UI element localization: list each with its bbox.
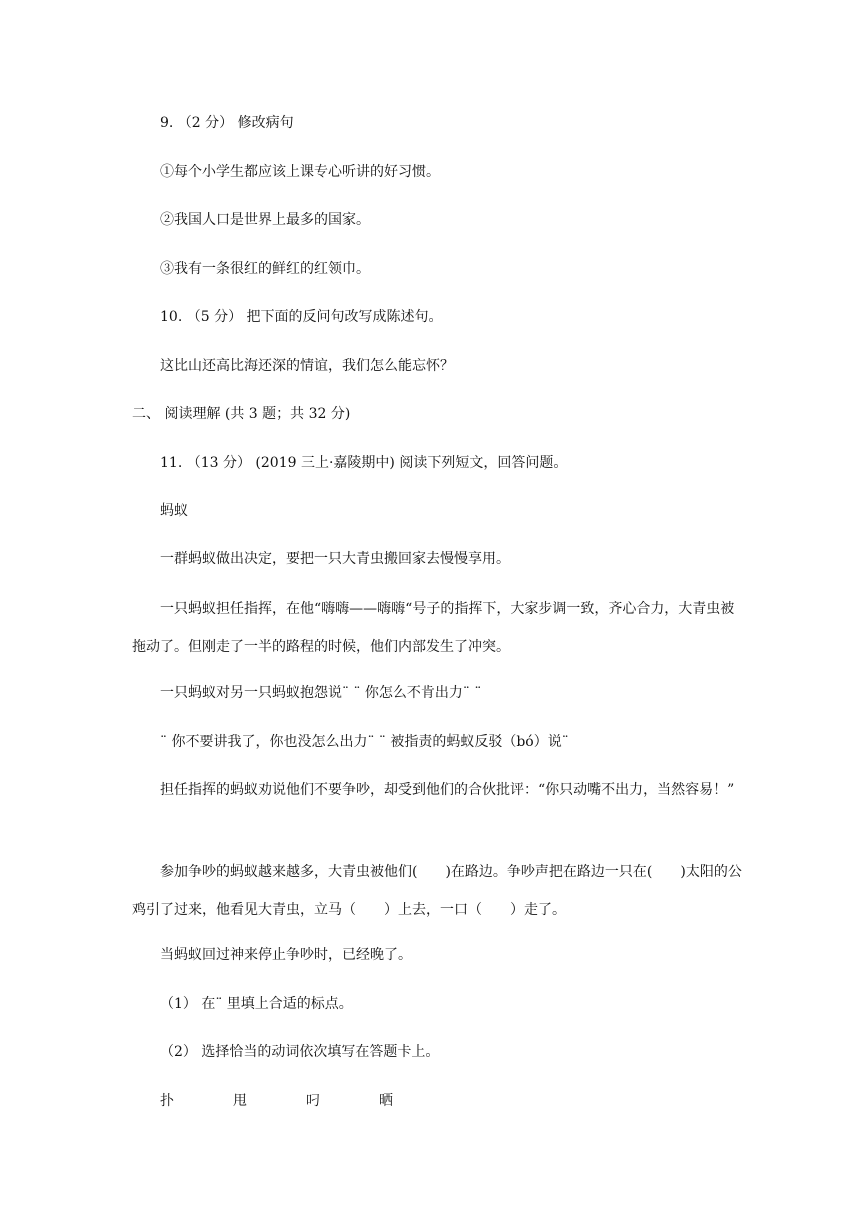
question-11-header: 11. （13 分） (2019 三上·嘉陵期中) 阅读下列短文，回答问题。 bbox=[160, 455, 568, 471]
passage-paragraph-7: 当蚂蚁回过神来停止争吵时，已经晚了。 bbox=[160, 947, 412, 963]
verb-options bbox=[160, 1091, 452, 1111]
verb-option: 叼 bbox=[306, 1093, 320, 1109]
passage-paragraph-4: ¨ 你不要讲我了，你也没怎么出力¨ ¨ 被指责的蚂蚁反驳（bó）说¨ bbox=[160, 734, 569, 750]
verb-option: 晒 bbox=[379, 1093, 393, 1109]
passage-paragraph-2: 一只蚂蚁担任指挥，在他“嗨嗨——嗨嗨“号子的指挥下，大家步调一致，齐心合力，大青虫被拖动了。但刚走了一半的路程的时候，他们内部发生了冲突。 bbox=[132, 601, 735, 655]
sub-question-1: （1） 在¨ 里填上合适的标点。 bbox=[160, 996, 353, 1012]
passage-paragraph-5: 担任指挥的蚂蚁劝说他们不要争吵，却受到他们的合伙批评：“你只动嘴不出力，当然容易！” bbox=[160, 782, 735, 798]
sentence-3: ③我有一条很红的鲜红的红领巾。 bbox=[160, 261, 370, 277]
section-2-header: 二、 阅读理解 (共 3 题；共 32 分) bbox=[132, 406, 351, 422]
sentence-1: ①每个小学生都应该上课专心听讲的好习惯。 bbox=[160, 164, 440, 180]
question-10-header: 10. （5 分） 把下面的反问句改写成陈述句。 bbox=[160, 309, 443, 325]
question-9-header: 9. （2 分） 修改病句 bbox=[160, 115, 294, 131]
rhetorical-question: 这比山还高比海还深的情谊，我们怎么能忘怀？ bbox=[160, 358, 454, 374]
sentence-2: ②我国人口是世界上最多的国家。 bbox=[160, 212, 370, 228]
passage-paragraph-1: 一群蚂蚁做出决定，要把一只大青虫搬回家去慢慢享用。 bbox=[160, 551, 510, 567]
sub-question-2: （2） 选择恰当的动词依次填写在答题卡上。 bbox=[160, 1044, 440, 1060]
verb-option: 扑 bbox=[160, 1093, 174, 1109]
passage-paragraph-3: 一只蚂蚁对另一只蚂蚁抱怨说¨ ¨ 你怎么不肯出力¨ ¨ bbox=[160, 685, 482, 701]
passage-title: 蚂蚁 bbox=[160, 503, 188, 519]
verb-option: 甩 bbox=[233, 1093, 247, 1109]
passage-paragraph-6: 参加争吵的蚂蚁越来越多，大青虫被他们( )在路边。争吵声把在路边一只在( )太阳的公鸡引了过来，他看见大青虫，立马（ ）上去，一口（ ）走了。 bbox=[132, 864, 742, 918]
